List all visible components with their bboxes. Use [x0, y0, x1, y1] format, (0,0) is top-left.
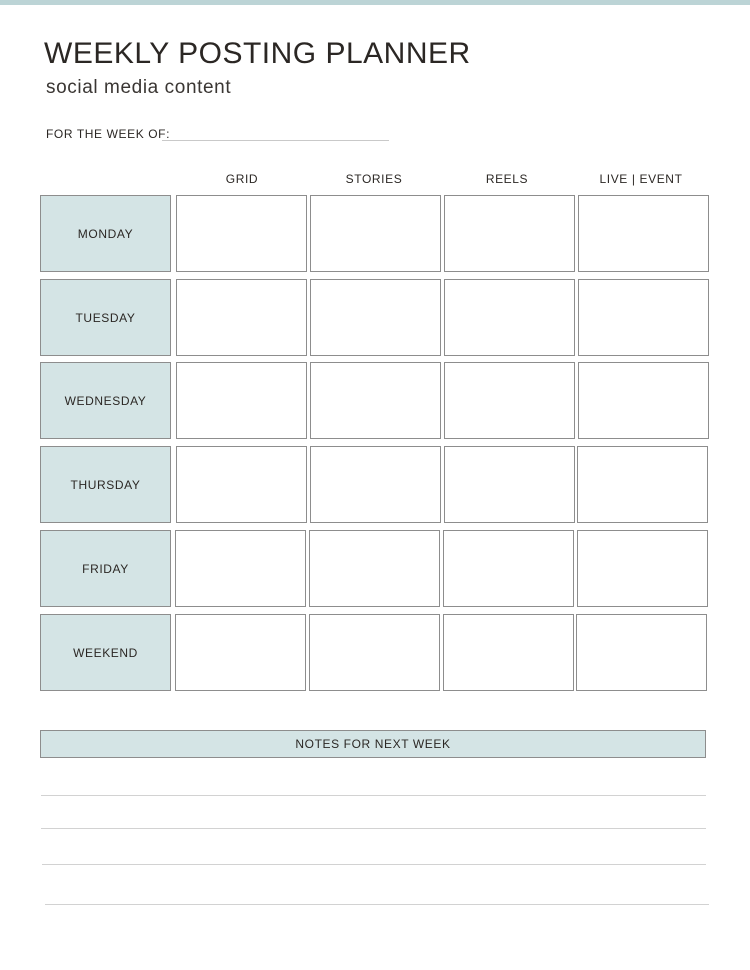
friday-live-event-cell[interactable]	[577, 530, 708, 607]
week-of-label: FOR THE WEEK OF:	[46, 127, 171, 141]
page-subtitle: social media content	[46, 77, 232, 98]
column-header-stories: STORIES	[345, 172, 403, 186]
wednesday-stories-cell[interactable]	[310, 362, 441, 439]
tuesday-grid-cell[interactable]	[176, 279, 307, 356]
day-label-friday: FRIDAY	[40, 530, 171, 607]
column-header-reels: REELS	[485, 172, 529, 186]
monday-reels-cell[interactable]	[444, 195, 575, 272]
weekend-stories-cell[interactable]	[309, 614, 440, 691]
thursday-live-event-cell[interactable]	[577, 446, 708, 523]
day-label-tuesday: TUESDAY	[40, 279, 171, 356]
monday-stories-cell[interactable]	[310, 195, 441, 272]
day-label-weekend: WEEKEND	[40, 614, 171, 691]
column-header-grid: GRID	[225, 172, 259, 186]
page-title: WEEKLY POSTING PLANNER	[44, 37, 471, 70]
notes-line-2[interactable]	[41, 828, 706, 829]
notes-line-1[interactable]	[41, 795, 706, 796]
notes-header: NOTES FOR NEXT WEEK	[40, 730, 706, 758]
monday-grid-cell[interactable]	[176, 195, 307, 272]
thursday-stories-cell[interactable]	[310, 446, 441, 523]
wednesday-reels-cell[interactable]	[444, 362, 575, 439]
friday-reels-cell[interactable]	[443, 530, 574, 607]
tuesday-stories-cell[interactable]	[310, 279, 441, 356]
thursday-grid-cell[interactable]	[176, 446, 307, 523]
thursday-reels-cell[interactable]	[444, 446, 575, 523]
top-accent-bar	[0, 0, 750, 5]
friday-grid-cell[interactable]	[175, 530, 306, 607]
day-label-thursday: THURSDAY	[40, 446, 171, 523]
tuesday-live-event-cell[interactable]	[578, 279, 709, 356]
monday-live-event-cell[interactable]	[578, 195, 709, 272]
friday-stories-cell[interactable]	[309, 530, 440, 607]
column-header-live-event: LIVE | EVENT	[599, 172, 683, 186]
day-label-wednesday: WEDNESDAY	[40, 362, 171, 439]
notes-line-4[interactable]	[45, 904, 709, 905]
weekend-live-event-cell[interactable]	[576, 614, 707, 691]
tuesday-reels-cell[interactable]	[444, 279, 575, 356]
wednesday-live-event-cell[interactable]	[578, 362, 709, 439]
wednesday-grid-cell[interactable]	[176, 362, 307, 439]
day-label-monday: MONDAY	[40, 195, 171, 272]
week-of-field[interactable]	[162, 140, 389, 141]
weekend-grid-cell[interactable]	[175, 614, 306, 691]
notes-line-3[interactable]	[42, 864, 706, 865]
weekend-reels-cell[interactable]	[443, 614, 574, 691]
